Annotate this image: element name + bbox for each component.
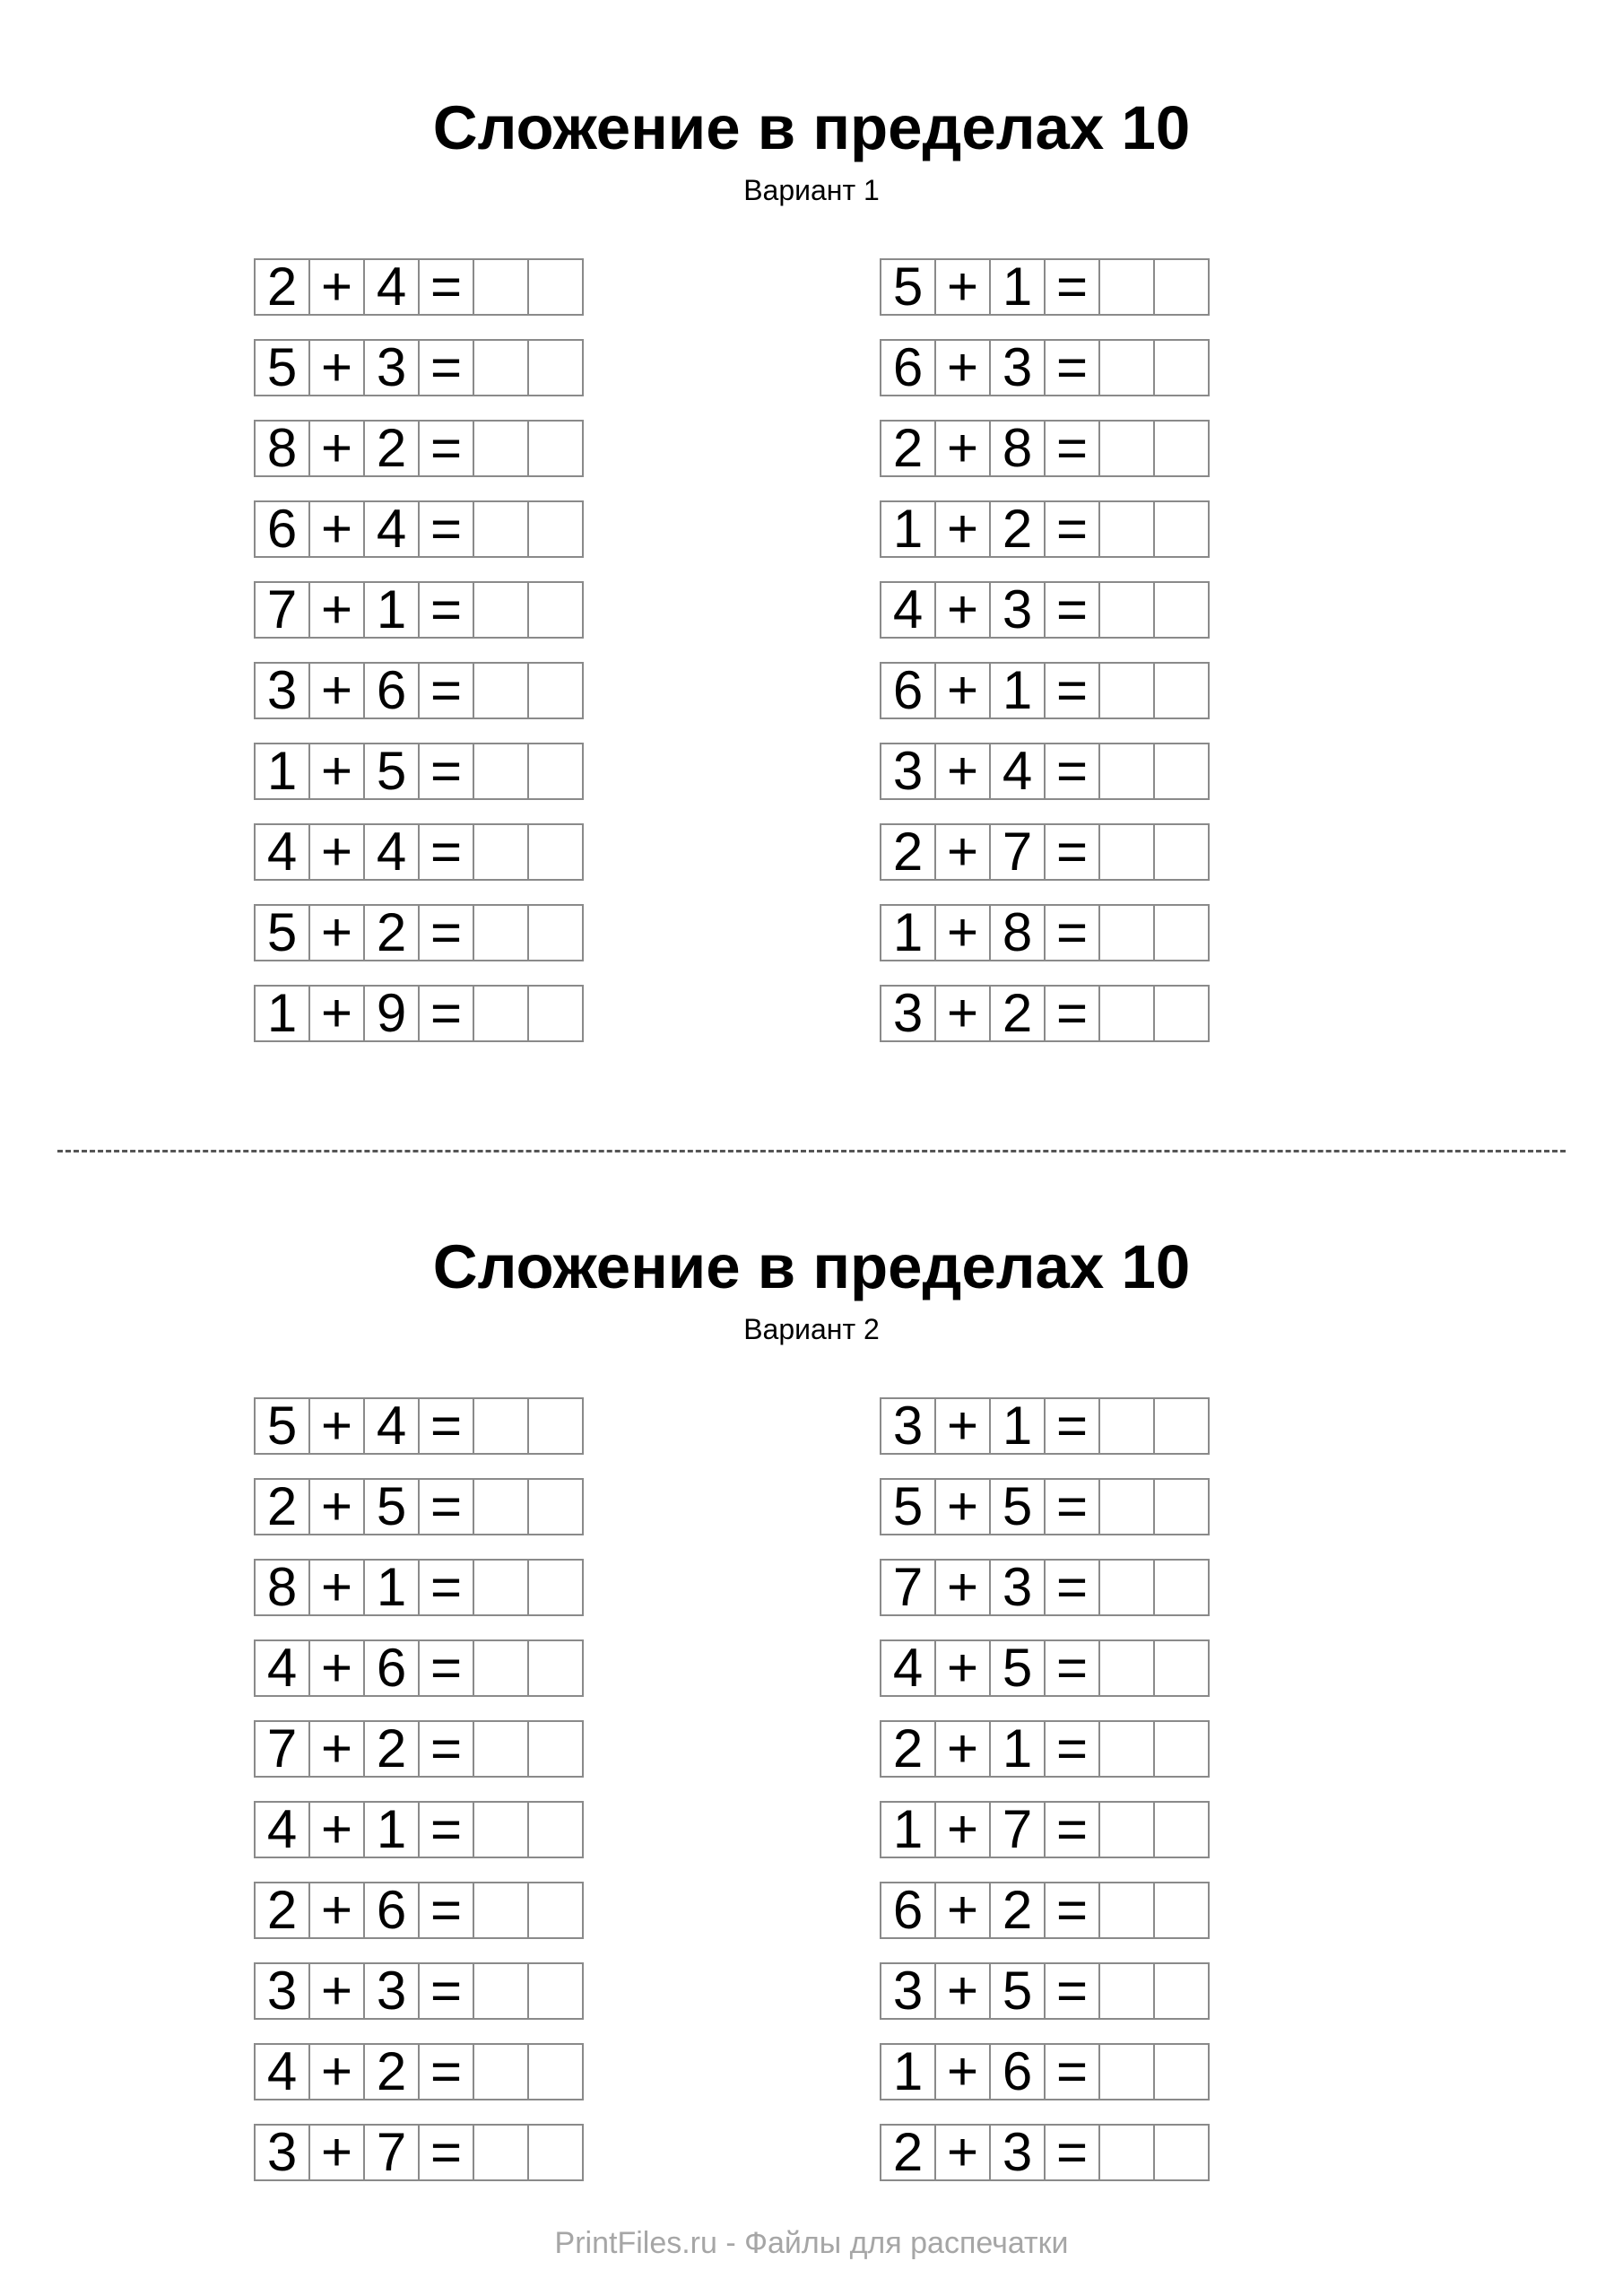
equals-sign-cell: = [1044, 258, 1100, 316]
equals-sign-cell: = [1044, 2124, 1100, 2181]
answer-box[interactable] [1098, 1962, 1155, 2020]
plus-sign-cell: + [308, 1801, 365, 1858]
problem-row [880, 1962, 1210, 2020]
answer-box[interactable] [473, 500, 529, 558]
problem-row [254, 2043, 584, 2100]
plus-sign-cell: + [934, 420, 991, 477]
operand-a-cell: 6 [880, 339, 936, 396]
answer-box[interactable] [527, 500, 584, 558]
operand-b-cell: 2 [363, 420, 420, 477]
plus-sign-cell: + [308, 1559, 365, 1616]
operand-a-cell: 3 [254, 662, 310, 719]
operand-a-cell: 6 [254, 500, 310, 558]
problem-row [880, 2124, 1210, 2181]
plus-sign-cell: + [934, 1720, 991, 1778]
plus-sign-cell: + [308, 258, 365, 316]
plus-sign-cell: + [934, 2043, 991, 2100]
answer-box[interactable] [1098, 662, 1155, 719]
answer-box[interactable] [473, 1882, 529, 1939]
answer-box[interactable] [527, 1962, 584, 2020]
problem-row [254, 2124, 584, 2181]
operand-a-cell: 5 [254, 1397, 310, 1455]
problem-row [880, 823, 1210, 881]
answer-box[interactable] [473, 581, 529, 639]
operand-a-cell: 2 [880, 2124, 936, 2181]
equals-sign-cell: = [418, 581, 474, 639]
answer-box[interactable] [527, 1478, 584, 1535]
plus-sign-cell: + [934, 1882, 991, 1939]
answer-box[interactable] [1153, 743, 1210, 800]
problems-right-column [880, 258, 1210, 1065]
answer-box[interactable] [473, 1962, 529, 2020]
answer-box[interactable] [527, 420, 584, 477]
operand-a-cell: 1 [880, 500, 936, 558]
answer-box[interactable] [1153, 985, 1210, 1042]
answer-box[interactable] [1153, 1397, 1210, 1455]
plus-sign-cell: + [308, 581, 365, 639]
answer-box[interactable] [1098, 743, 1155, 800]
operand-a-cell: 1 [880, 904, 936, 961]
operand-a-cell: 6 [880, 662, 936, 719]
answer-box[interactable] [1153, 1962, 1210, 2020]
problem-row [254, 985, 584, 1042]
plus-sign-cell: + [934, 258, 991, 316]
answer-box[interactable] [1153, 1882, 1210, 1939]
answer-box[interactable] [1153, 1639, 1210, 1697]
answer-box[interactable] [1153, 2124, 1210, 2181]
equals-sign-cell: = [418, 1882, 474, 1939]
problem-row [880, 985, 1210, 1042]
answer-box[interactable] [473, 985, 529, 1042]
operand-b-cell: 4 [989, 743, 1046, 800]
answer-box[interactable] [1153, 258, 1210, 316]
plus-sign-cell: + [934, 1639, 991, 1697]
operand-b-cell: 6 [363, 662, 420, 719]
problem-row [254, 1962, 584, 2020]
operand-b-cell: 2 [989, 500, 1046, 558]
answer-box[interactable] [1098, 1801, 1155, 1858]
answer-box[interactable] [1098, 1478, 1155, 1535]
equals-sign-cell: = [418, 1720, 474, 1778]
answer-box[interactable] [527, 1801, 584, 1858]
operand-b-cell: 1 [363, 1559, 420, 1616]
answer-box[interactable] [1098, 1639, 1155, 1697]
operand-a-cell: 3 [880, 743, 936, 800]
operand-b-cell: 1 [989, 1720, 1046, 1778]
answer-box[interactable] [1098, 1720, 1155, 1778]
operand-a-cell: 7 [880, 1559, 936, 1616]
problem-row [254, 1397, 584, 1455]
operand-a-cell: 1 [880, 1801, 936, 1858]
problem-row [254, 1559, 584, 1616]
operand-b-cell: 2 [363, 904, 420, 961]
answer-box[interactable] [473, 339, 529, 396]
answer-box[interactable] [1153, 2043, 1210, 2100]
equals-sign-cell: = [418, 1962, 474, 2020]
equals-sign-cell: = [1044, 1720, 1100, 1778]
plus-sign-cell: + [934, 1478, 991, 1535]
operand-a-cell: 4 [254, 1639, 310, 1697]
plus-sign-cell: + [308, 904, 365, 961]
problem-row [254, 1801, 584, 1858]
operand-a-cell: 4 [254, 2043, 310, 2100]
operand-a-cell: 1 [254, 743, 310, 800]
answer-box[interactable] [527, 904, 584, 961]
problems-left-column [254, 1397, 584, 2205]
problem-row [254, 662, 584, 719]
problem-row [880, 1720, 1210, 1778]
answer-box[interactable] [1153, 500, 1210, 558]
operand-a-cell: 4 [254, 823, 310, 881]
operand-b-cell: 8 [989, 420, 1046, 477]
operand-b-cell: 4 [363, 258, 420, 316]
answer-box[interactable] [1153, 339, 1210, 396]
equals-sign-cell: = [418, 500, 474, 558]
answer-box[interactable] [1098, 500, 1155, 558]
plus-sign-cell: + [308, 1397, 365, 1455]
equals-sign-cell: = [1044, 420, 1100, 477]
operand-b-cell: 6 [989, 2043, 1046, 2100]
operand-b-cell: 8 [989, 904, 1046, 961]
answer-box[interactable] [527, 2043, 584, 2100]
operand-a-cell: 3 [880, 1962, 936, 2020]
problem-row [880, 743, 1210, 800]
answer-box[interactable] [527, 1882, 584, 1939]
problem-row [254, 823, 584, 881]
answer-box[interactable] [527, 2124, 584, 2181]
operand-b-cell: 5 [989, 1962, 1046, 2020]
equals-sign-cell: = [1044, 500, 1100, 558]
equals-sign-cell: = [1044, 662, 1100, 719]
answer-box[interactable] [473, 904, 529, 961]
plus-sign-cell: + [308, 823, 365, 881]
problems-right-column [880, 1397, 1210, 2205]
operand-b-cell: 5 [989, 1478, 1046, 1535]
answer-box[interactable] [473, 1801, 529, 1858]
plus-sign-cell: + [934, 743, 991, 800]
equals-sign-cell: = [418, 420, 474, 477]
problem-row [880, 2043, 1210, 2100]
answer-box[interactable] [473, 743, 529, 800]
problem-row [880, 1882, 1210, 1939]
problems-left-column [254, 258, 584, 1065]
answer-box[interactable] [1098, 1882, 1155, 1939]
equals-sign-cell: = [418, 985, 474, 1042]
equals-sign-cell: = [1044, 985, 1100, 1042]
operand-b-cell: 5 [363, 1478, 420, 1535]
answer-box[interactable] [1153, 1720, 1210, 1778]
problem-row [254, 904, 584, 961]
plus-sign-cell: + [934, 1397, 991, 1455]
operand-b-cell: 7 [363, 2124, 420, 2181]
operand-b-cell: 1 [989, 662, 1046, 719]
variant-label: Вариант 2 [743, 1313, 880, 1345]
problem-row [254, 420, 584, 477]
equals-sign-cell: = [418, 743, 474, 800]
operand-b-cell: 1 [363, 581, 420, 639]
equals-sign-cell: = [1044, 1882, 1100, 1939]
equals-sign-cell: = [1044, 823, 1100, 881]
variant-label: Вариант 1 [743, 174, 880, 206]
problem-row [254, 500, 584, 558]
equals-sign-cell: = [418, 258, 474, 316]
answer-box[interactable] [527, 1559, 584, 1616]
equals-sign-cell: = [1044, 1478, 1100, 1535]
answer-box[interactable] [1098, 985, 1155, 1042]
operand-b-cell: 7 [989, 1801, 1046, 1858]
problem-row [254, 339, 584, 396]
answer-box[interactable] [527, 662, 584, 719]
operand-a-cell: 1 [254, 985, 310, 1042]
operand-a-cell: 7 [254, 1720, 310, 1778]
operand-b-cell: 3 [989, 339, 1046, 396]
answer-box[interactable] [1098, 2124, 1155, 2181]
equals-sign-cell: = [1044, 1801, 1100, 1858]
plus-sign-cell: + [308, 2124, 365, 2181]
equals-sign-cell: = [1044, 581, 1100, 639]
answer-box[interactable] [527, 823, 584, 881]
answer-box[interactable] [527, 1720, 584, 1778]
equals-sign-cell: = [1044, 904, 1100, 961]
operand-a-cell: 8 [254, 420, 310, 477]
answer-box[interactable] [1098, 258, 1155, 316]
problem-row [880, 1478, 1210, 1535]
plus-sign-cell: + [308, 1720, 365, 1778]
operand-a-cell: 3 [880, 985, 936, 1042]
worksheet-title: Сложение в пределах 10 [432, 93, 1191, 162]
operand-a-cell: 7 [254, 581, 310, 639]
plus-sign-cell: + [308, 1882, 365, 1939]
answer-box[interactable] [473, 1478, 529, 1535]
problem-row [254, 581, 584, 639]
answer-box[interactable] [473, 1559, 529, 1616]
answer-box[interactable] [527, 258, 584, 316]
operand-b-cell: 4 [363, 823, 420, 881]
answer-box[interactable] [1098, 1559, 1155, 1616]
plus-sign-cell: + [934, 904, 991, 961]
plus-sign-cell: + [308, 743, 365, 800]
equals-sign-cell: = [418, 1397, 474, 1455]
operand-b-cell: 3 [989, 581, 1046, 639]
plus-sign-cell: + [308, 339, 365, 396]
operand-b-cell: 1 [989, 258, 1046, 316]
answer-box[interactable] [473, 662, 529, 719]
operand-a-cell: 3 [880, 1397, 936, 1455]
equals-sign-cell: = [418, 1639, 474, 1697]
answer-box[interactable] [527, 581, 584, 639]
operand-b-cell: 1 [989, 1397, 1046, 1455]
operand-b-cell: 7 [989, 823, 1046, 881]
answer-box[interactable] [1153, 1559, 1210, 1616]
operand-b-cell: 2 [363, 1720, 420, 1778]
equals-sign-cell: = [1044, 1559, 1100, 1616]
operand-a-cell: 3 [254, 1962, 310, 2020]
operand-a-cell: 2 [880, 420, 936, 477]
plus-sign-cell: + [308, 500, 365, 558]
plus-sign-cell: + [308, 662, 365, 719]
plus-sign-cell: + [308, 985, 365, 1042]
answer-box[interactable] [1153, 420, 1210, 477]
operand-b-cell: 3 [989, 2124, 1046, 2181]
plus-sign-cell: + [308, 1478, 365, 1535]
operand-a-cell: 2 [880, 1720, 936, 1778]
answer-box[interactable] [473, 823, 529, 881]
plus-sign-cell: + [934, 339, 991, 396]
operand-a-cell: 4 [880, 1639, 936, 1697]
answer-box[interactable] [1098, 1397, 1155, 1455]
answer-box[interactable] [473, 2043, 529, 2100]
answer-box[interactable] [527, 743, 584, 800]
operand-a-cell: 3 [254, 2124, 310, 2181]
operand-b-cell: 5 [989, 1639, 1046, 1697]
plus-sign-cell: + [934, 1962, 991, 2020]
operand-b-cell: 2 [989, 985, 1046, 1042]
answer-box[interactable] [473, 2124, 529, 2181]
operand-a-cell: 6 [880, 1882, 936, 1939]
operand-a-cell: 5 [254, 339, 310, 396]
plus-sign-cell: + [934, 662, 991, 719]
worksheet-title: Сложение в пределах 10 [432, 1232, 1191, 1301]
problem-row [880, 500, 1210, 558]
plus-sign-cell: + [308, 1962, 365, 2020]
operand-a-cell: 2 [254, 258, 310, 316]
problem-row [880, 339, 1210, 396]
problem-row [880, 581, 1210, 639]
equals-sign-cell: = [1044, 1397, 1100, 1455]
answer-box[interactable] [1098, 420, 1155, 477]
operand-a-cell: 4 [880, 581, 936, 639]
operand-b-cell: 4 [363, 1397, 420, 1455]
operand-b-cell: 2 [363, 2043, 420, 2100]
operand-b-cell: 1 [363, 1801, 420, 1858]
operand-b-cell: 2 [989, 1882, 1046, 1939]
operand-b-cell: 4 [363, 500, 420, 558]
plus-sign-cell: + [934, 500, 991, 558]
problem-row [254, 1639, 584, 1697]
operand-b-cell: 3 [989, 1559, 1046, 1616]
answer-box[interactable] [473, 258, 529, 316]
answer-box[interactable] [527, 339, 584, 396]
operand-a-cell: 2 [880, 823, 936, 881]
problem-row [880, 258, 1210, 316]
plus-sign-cell: + [934, 2124, 991, 2181]
operand-a-cell: 1 [880, 2043, 936, 2100]
problem-row [254, 743, 584, 800]
plus-sign-cell: + [308, 2043, 365, 2100]
operand-a-cell: 5 [254, 904, 310, 961]
answer-box[interactable] [1153, 1801, 1210, 1858]
operand-b-cell: 9 [363, 985, 420, 1042]
equals-sign-cell: = [1044, 339, 1100, 396]
plus-sign-cell: + [934, 1801, 991, 1858]
answer-box[interactable] [1098, 581, 1155, 639]
equals-sign-cell: = [1044, 743, 1100, 800]
operand-b-cell: 5 [363, 743, 420, 800]
problem-row [254, 1882, 584, 1939]
equals-sign-cell: = [1044, 2043, 1100, 2100]
answer-box[interactable] [473, 1397, 529, 1455]
answer-box[interactable] [1153, 1478, 1210, 1535]
problem-row [880, 662, 1210, 719]
footer-watermark: PrintFiles.ru - Файлы для распечатки [554, 2226, 1069, 2260]
plus-sign-cell: + [934, 581, 991, 639]
plus-sign-cell: + [308, 420, 365, 477]
operand-a-cell: 2 [254, 1478, 310, 1535]
problem-row [254, 1478, 584, 1535]
operand-a-cell: 5 [880, 1478, 936, 1535]
answer-box[interactable] [527, 985, 584, 1042]
operand-a-cell: 4 [254, 1801, 310, 1858]
answer-box[interactable] [1153, 581, 1210, 639]
problem-row [880, 1639, 1210, 1697]
plus-sign-cell: + [934, 823, 991, 881]
equals-sign-cell: = [418, 1559, 474, 1616]
problem-row [880, 904, 1210, 961]
answer-box[interactable] [473, 1720, 529, 1778]
operand-b-cell: 3 [363, 1962, 420, 2020]
answer-box[interactable] [1098, 339, 1155, 396]
problem-row [254, 258, 584, 316]
equals-sign-cell: = [1044, 1962, 1100, 2020]
equals-sign-cell: = [1044, 1639, 1100, 1697]
answer-box[interactable] [473, 1639, 529, 1697]
answer-box[interactable] [527, 1639, 584, 1697]
equals-sign-cell: = [418, 1478, 474, 1535]
problem-row [254, 1720, 584, 1778]
operand-b-cell: 6 [363, 1639, 420, 1697]
equals-sign-cell: = [418, 662, 474, 719]
answer-box[interactable] [1098, 904, 1155, 961]
problem-row [880, 1801, 1210, 1858]
plus-sign-cell: + [934, 985, 991, 1042]
answer-box[interactable] [1153, 904, 1210, 961]
equals-sign-cell: = [418, 2124, 474, 2181]
problem-row [880, 1559, 1210, 1616]
answer-box[interactable] [1098, 2043, 1155, 2100]
equals-sign-cell: = [418, 339, 474, 396]
answer-box[interactable] [527, 1397, 584, 1455]
equals-sign-cell: = [418, 2043, 474, 2100]
problem-row [880, 1397, 1210, 1455]
equals-sign-cell: = [418, 823, 474, 881]
answer-box[interactable] [1098, 823, 1155, 881]
cut-line-divider [57, 1150, 1566, 1152]
operand-a-cell: 5 [880, 258, 936, 316]
plus-sign-cell: + [934, 1559, 991, 1616]
plus-sign-cell: + [308, 1639, 365, 1697]
answer-box[interactable] [1153, 823, 1210, 881]
problem-row [880, 420, 1210, 477]
operand-b-cell: 3 [363, 339, 420, 396]
operand-a-cell: 2 [254, 1882, 310, 1939]
operand-a-cell: 8 [254, 1559, 310, 1616]
operand-b-cell: 6 [363, 1882, 420, 1939]
equals-sign-cell: = [418, 904, 474, 961]
answer-box[interactable] [473, 420, 529, 477]
equals-sign-cell: = [418, 1801, 474, 1858]
answer-box[interactable] [1153, 662, 1210, 719]
